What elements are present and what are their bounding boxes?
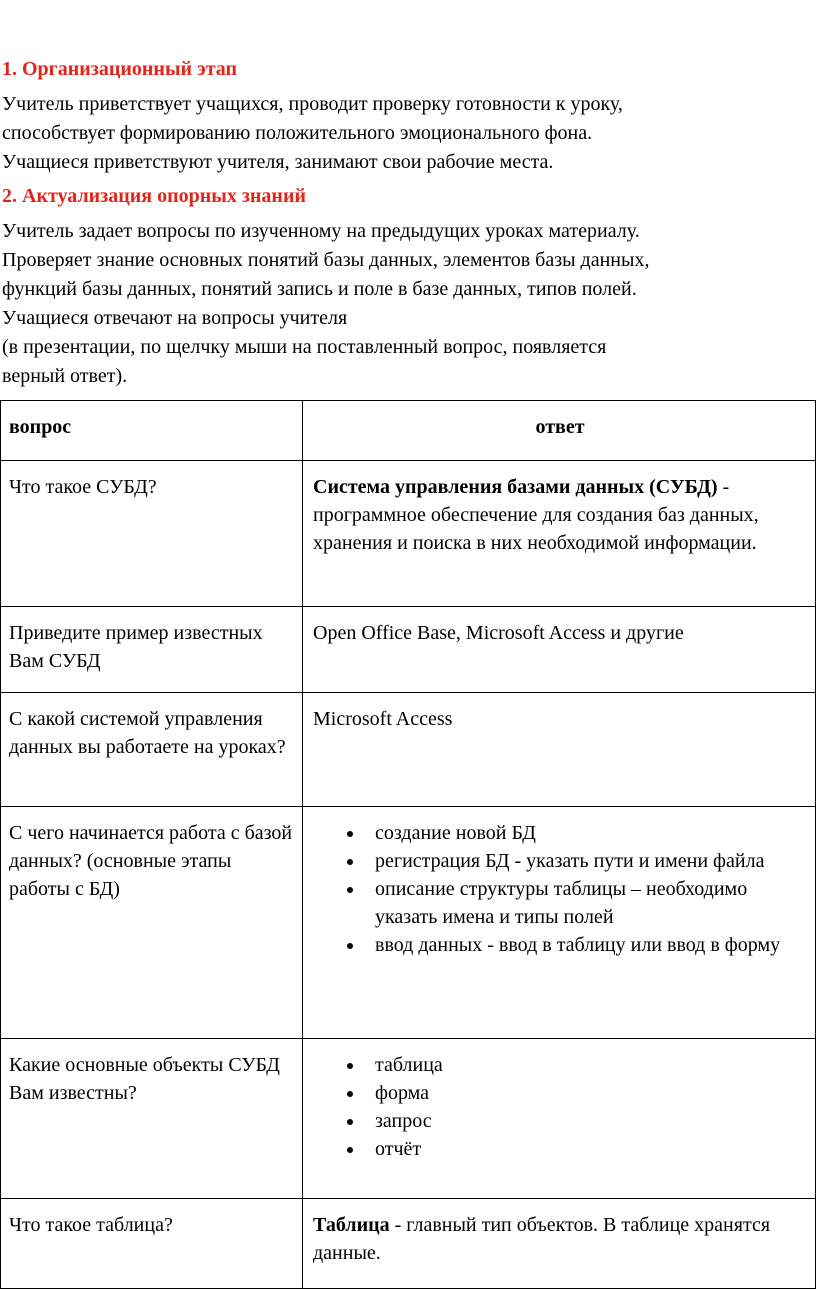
section-1-heading: 1. Организационный этап [2, 58, 238, 80]
list-item: • создание новой БД [365, 819, 807, 847]
text-line: функций базы данных, понятий запись и поле в базе данных, типов полей. [2, 278, 637, 300]
answer-definition: - главный тип объектов. В таблице хранятся данные. [313, 1214, 771, 1264]
bullet-list [313, 819, 807, 959]
question-cell: С какой системой управления данных вы работаете на уроках? [1, 693, 303, 807]
table-row [1, 461, 816, 607]
text-line: (в презентации, по щелчку мыши на поставленный вопрос, появляется [2, 336, 607, 358]
question-cell: С чего начинается работа с базой данных? (основные этапы работы с БД) [1, 807, 303, 1039]
header-question: вопрос [1, 401, 303, 461]
answer-term: Система управления базами данных (СУБД) [313, 476, 718, 498]
qa-table [0, 400, 816, 1289]
table-header-row [1, 401, 816, 461]
list-item: • таблица [365, 1051, 807, 1079]
table-row [1, 693, 816, 807]
answer-term: Таблица [313, 1214, 390, 1236]
text-line: Учитель задает вопросы по изученному на предыдущих уроках материалу. [2, 220, 640, 242]
table-row [1, 1199, 816, 1289]
section-2-heading: 2. Актуализация опорных знаний [2, 185, 307, 207]
section-2-text [2, 217, 816, 391]
text-line: Проверяет знание основных понятий базы данных, элементов базы данных, [2, 249, 650, 271]
answer-cell [303, 1199, 816, 1289]
question-cell: Приведите пример известных Вам СУБД [1, 607, 303, 693]
text-line: Учащиеся отвечают на вопросы учителя [2, 307, 348, 329]
answer-cell [303, 461, 816, 607]
text-line: Учитель приветствует учащихся, проводит проверку готовности к уроку, [2, 93, 623, 115]
question-cell: Что такое таблица? [1, 1199, 303, 1289]
table-row [1, 607, 816, 693]
text-line: способствует формированию положительного эмоционального фона. [2, 122, 593, 144]
text-line: верный ответ). [2, 365, 128, 387]
answer-definition: - программное обеспечение для создания баз данных, хранения и поиска в них необходимой информации. [313, 476, 759, 554]
list-item: • ввод данных - ввод в таблицу или ввод в форму [365, 931, 807, 959]
answer-cell [303, 1039, 816, 1199]
list-item: • регистрация БД - указать пути и имени файла [365, 847, 807, 875]
table-row [1, 1039, 816, 1199]
table-row [1, 807, 816, 1039]
list-item: • форма [365, 1079, 807, 1107]
list-item: • описание структуры таблицы – необходимо указать имена и типы полей [365, 875, 807, 931]
list-item: • запрос [365, 1107, 807, 1135]
question-cell: Какие основные объекты СУБД Вам известны? [1, 1039, 303, 1199]
question-cell: Что такое СУБД? [1, 461, 303, 607]
bullet-list [313, 1051, 807, 1163]
text-line: Учащиеся приветствуют учителя, занимают свои рабочие места. [2, 151, 554, 173]
answer-cell: Microsoft Access [303, 693, 816, 807]
list-item: • отчёт [365, 1135, 807, 1163]
answer-cell [303, 807, 816, 1039]
header-answer: ответ [303, 401, 816, 461]
section-1-text [2, 90, 816, 177]
answer-cell: Open Office Base, Microsoft Access и другие [303, 607, 816, 693]
